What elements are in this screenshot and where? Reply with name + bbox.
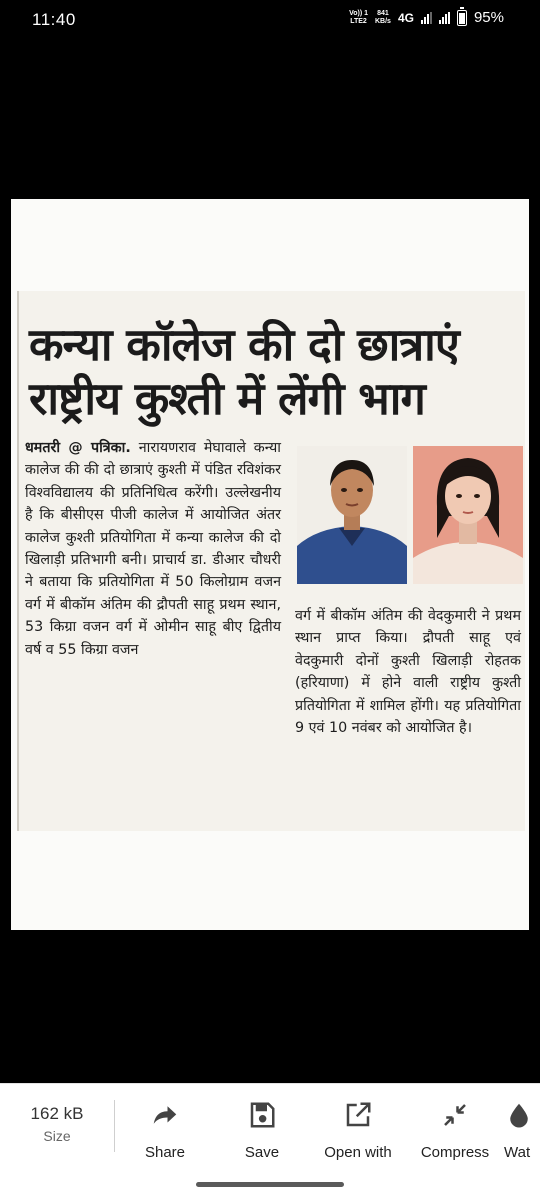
article-left-column bbox=[25, 437, 281, 661]
status-icons bbox=[349, 9, 504, 26]
action-divider bbox=[114, 1100, 115, 1152]
headline-line1: कन्या कॉलेज की दो छात्राएं bbox=[29, 318, 459, 371]
article-body-left: नारायणराव मेघावाले कन्या कालेज की की दो छात्राएं कुश्ती में पंडित रविशंकर विश्वविद्यालय की प्रतिनिधित्व करेंगी। उल्लेखनीय है कि बीसीएस पीजी कालेज में आयोजित अंतर कालेज कुश्ती प्रतियोगिता में कन्या कालेज की दो खिलाड़ी प्रतिभागी बनी। प्राचार्य डा. डीआर चौधरी ने बताया कि प्रतियोगिता में 50 किलोग्राम वजन वर्ग में बीकॉम अंतिम की द्रौपती साहू प्रथम स्थान, 53 किग्रा वजन वर्ग में ओमीन साहू बीए द्वितीय वर्ष व 55 किग्रा वजन bbox=[25, 440, 282, 658]
compress-label: Compress bbox=[420, 1144, 490, 1161]
article-dateline: धमतरी @ पत्रिका. bbox=[25, 440, 131, 456]
headline-line2: राष्ट्रीय कुश्ती में लेंगी भाग bbox=[29, 372, 425, 425]
volte-bottom-text: LTE2 bbox=[350, 17, 367, 25]
news-clipping bbox=[17, 291, 525, 831]
home-indicator[interactable] bbox=[196, 1182, 344, 1187]
compress-button[interactable] bbox=[407, 1100, 503, 1161]
save-label: Save bbox=[244, 1144, 280, 1161]
watermark-icon bbox=[504, 1100, 534, 1130]
battery-icon bbox=[457, 10, 467, 26]
save-icon bbox=[247, 1100, 277, 1130]
newspaper-image bbox=[11, 199, 529, 930]
speed-value: 841 bbox=[377, 9, 389, 17]
watermark-label: Wat bbox=[504, 1144, 531, 1161]
speed-unit: KB/s bbox=[375, 17, 391, 25]
bottom-action-bar bbox=[0, 1083, 540, 1167]
share-button[interactable] bbox=[117, 1100, 213, 1161]
open-with-label: Open with bbox=[324, 1144, 392, 1161]
student-photo-2 bbox=[413, 446, 523, 584]
file-size-value: 162 kB bbox=[30, 1104, 84, 1123]
open-with-icon bbox=[343, 1100, 373, 1130]
share-icon bbox=[150, 1100, 180, 1130]
share-label: Share bbox=[144, 1144, 186, 1161]
volte-indicator bbox=[349, 10, 368, 26]
student-photo-1 bbox=[297, 446, 407, 584]
open-with-button[interactable] bbox=[310, 1100, 406, 1161]
signal-icon-sim1 bbox=[421, 12, 432, 24]
file-size-label: Size bbox=[43, 1128, 71, 1144]
article-right-column: वर्ग में बीकॉम अंतिम की वेदकुमारी ने प्रथम स्थान प्राप्त किया। द्रौपती साहू एवं वेदकुमारी दोनों कुश्ती खिलाड़ी रोहतक (हरियाणा) में होने वाली राष्ट्रीय कुश्ती प्रतियोगिता में शामिल होंगी। यह प्रतियोगिता 9 एवं 10 नवंबर को आयोजित है। bbox=[295, 608, 521, 737]
image-viewer[interactable] bbox=[0, 40, 540, 1083]
signal-icon-sim2 bbox=[439, 12, 450, 24]
watermark-button[interactable] bbox=[504, 1100, 540, 1161]
network-type: 4G bbox=[397, 10, 414, 25]
gesture-bar-area bbox=[0, 1167, 540, 1200]
file-size-info bbox=[22, 1104, 92, 1144]
status-time: 11:40 bbox=[32, 10, 76, 29]
status-bar bbox=[0, 0, 540, 40]
volte-top-text: Vo)) 1 bbox=[349, 9, 368, 17]
network-speed bbox=[375, 10, 391, 26]
save-button[interactable] bbox=[214, 1100, 310, 1161]
compress-icon bbox=[440, 1100, 470, 1130]
battery-percent: 95% bbox=[473, 9, 504, 26]
